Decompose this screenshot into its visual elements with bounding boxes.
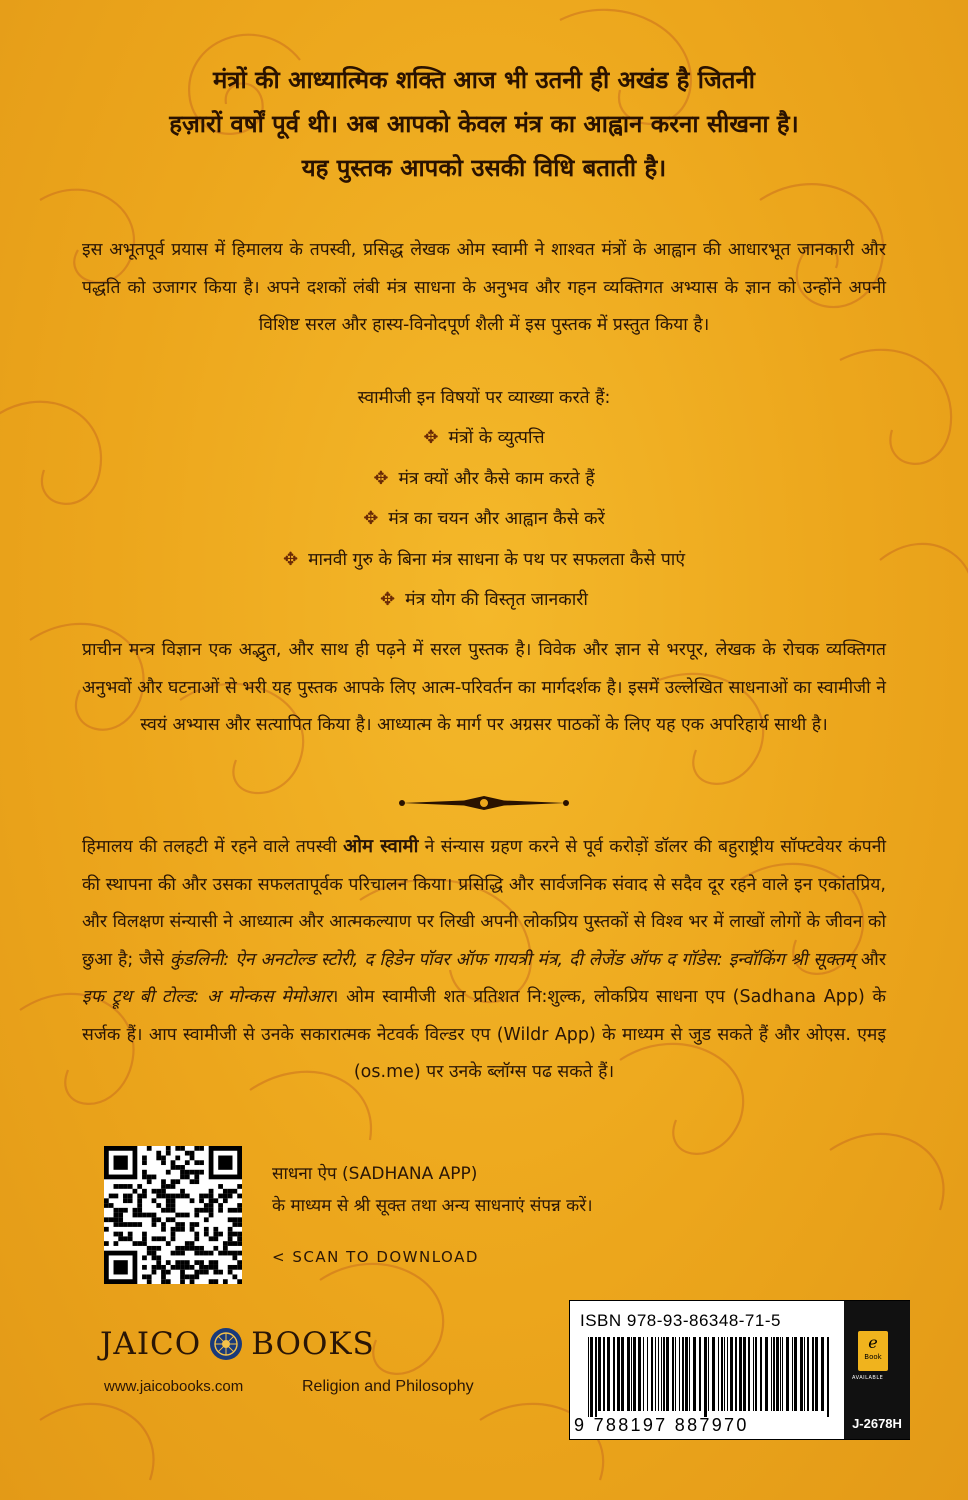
list-item-text: मंत्र क्यों और कैसे काम करते हैं [398,468,595,489]
bio-text: ने संन्यास ग्रहण करने से पूर्व करोड़ों डॉलर की बहुराष्ट्रीय सॉफ्टवेयर कंपनी की स्थापना की और उसका सफलतापूर्वक परिचालन किया। प्रसिद्धि और सार्वजनिक संवाद से सदैव दूर रहने वाले इन एकांतप्रिय, और विलक्षण संन्यासी ने आध्यात्म और आत्मकल्याण पर लिखी अपनी लोकप्रिय पुस्तकों से विश्व भर में लाखों लोगों के जीवन को छुआ है; जैसे [82,837,886,970]
isbn-barcode-box [569,1300,910,1440]
ebook-letter: e [868,1333,878,1352]
lead-line: मंत्रों की आध्यात्मिक शक्ति आज भी उतनी ही अखंड है जितनी [212,66,756,94]
ebook-word: Book [864,1353,882,1361]
flower-bullet-icon: ✥ [423,427,439,448]
list-item [0,540,968,581]
isbn-number: ISBN 978-93-86348-71-5 [580,1311,781,1330]
publisher-website[interactable]: www.jaicobooks.com [104,1378,244,1395]
lead-line: यह पुस्तक आपको उसकी विधि बताती है। [301,154,667,182]
list-item-text: मंत्र योग की विस्तृत जानकारी [405,590,588,610]
barcode-digits: 9 788197 887970 [574,1415,749,1435]
qr-caption [272,1158,593,1222]
author-name: ओम स्वामी [343,836,419,857]
lead-line: हज़ारों वर्षों पूर्व थी। अब आपको केवल मंत्र का आह्वान करना सीखना है। [169,110,799,138]
bio-text: । ओम स्वामीजी शत प्रतिशत नि:शुल्क, लोकप्रिय साधना एप (Sadhana App) के सर्जक हैं। आप स्वामीजी से उनके सकारात्मक नेटवर्क विल्डर एप (Wildr App) के माध्यम से जुड सकते हैं और ओएस. एमइ (os.me) पर उनके ब्लॉग्स पढ सकते हैं। [82,987,887,1082]
list-item-text: मंत्र का चयन और आह्वान कैसे करें [388,509,605,529]
logo-text-left: JAICO [100,1326,202,1362]
list-item [0,580,968,621]
scan-to-download-label: < SCAN TO DOWNLOAD [272,1248,479,1266]
publisher-logo [100,1326,375,1362]
flower-bullet-icon: ✥ [380,589,396,610]
book-category: Religion and Philosophy [302,1378,474,1395]
barcode-icon [578,1337,838,1417]
topics-intro: स्वामीजी इन विषयों पर व्याख्या करते हैं: [357,388,611,408]
book-title: इफ ट्रूथ बी टोल्ड: अ मोन्कस मेमोआर [82,987,332,1007]
book-code: J-2678H [852,1416,902,1431]
lead-quote [60,58,908,190]
qr-code-icon[interactable] [104,1146,242,1284]
book-titles: कुंडलिनी: ऐन अनटोल्ड स्टोरी, द हिडेन पॉवर ऑफ गायत्री मंत्र, दी लेजेंड ऑफ द गॉडेस: इन्वॉकिंग श्री सूक्तम् [169,949,856,970]
bio-text: हिमालय की तलहटी में रहने वाले तपस्वी [82,837,344,857]
logo-text-right: BOOKS [251,1326,375,1362]
list-item [0,459,968,500]
author-bio-paragraph [82,828,886,1092]
list-item-text: मानवी गुरु के बिना मंत्र साधना के पथ पर सफलता कैसे पाएं [308,549,686,570]
wheel-logo-icon [209,1327,243,1361]
bio-text: और [855,949,886,970]
list-item-text: मंत्रों के व्युत्पत्ति [448,428,545,448]
ebook-available-label: AVAILABLE [852,1375,884,1381]
summary-paragraph: प्राचीन मन्त्र विज्ञान एक अद्भुत, और साथ ही पढ़ने में सरल पुस्तक है। विवेक और ज्ञान से भरपूर, लेखक के रोचक व्यक्तिगत अनुभवों और घटनाओं से भरी यह पुस्तक आपके लिए आत्म-परिवर्तन का मार्गदर्शक है। इसमें उल्लेखित साधनाओं का स्वामीजी ने स्वयं अभ्यास और सत्यापित किया है। आध्यात्म के मार्ग पर अग्रसर पाठकों के लिए यह एक अपरिहार्य साथी है। [82,640,886,735]
qr-caption-subtitle: के माध्यम से श्री सूक्त तथा अन्य साधनाएं संपन्न करें। [272,1196,593,1216]
ornamental-divider-icon [394,788,574,818]
list-item [0,499,968,540]
flower-bullet-icon: ✥ [373,467,389,489]
qr-caption-title: साधना ऐप (SADHANA APP) [272,1164,478,1184]
ebook-icon [858,1331,888,1371]
description-paragraph: इस अभूतपूर्व प्रयास में हिमालय के तपस्वी, प्रसिद्ध लेखक ओम स्वामी ने शाश्वत मंत्रों के आह्वान की आधारभूत जानकारी और पद्धति को उजागर किया है। अपने दशकों लंबी मंत्र साधना के अनुभव और गहन व्यक्तिगत अभ्यास के ज्ञान को उन्होंने अपनी विशिष्ट सरल और हास्य-विनोदपूर्ण शैली में इस पुस्तक में प्रस्तुत किया है। [82,240,886,335]
topics-list [0,418,968,621]
list-item [0,418,968,459]
flower-bullet-icon: ✥ [363,508,379,529]
ebook-strip [844,1301,910,1439]
flower-bullet-icon: ✥ [282,548,299,570]
